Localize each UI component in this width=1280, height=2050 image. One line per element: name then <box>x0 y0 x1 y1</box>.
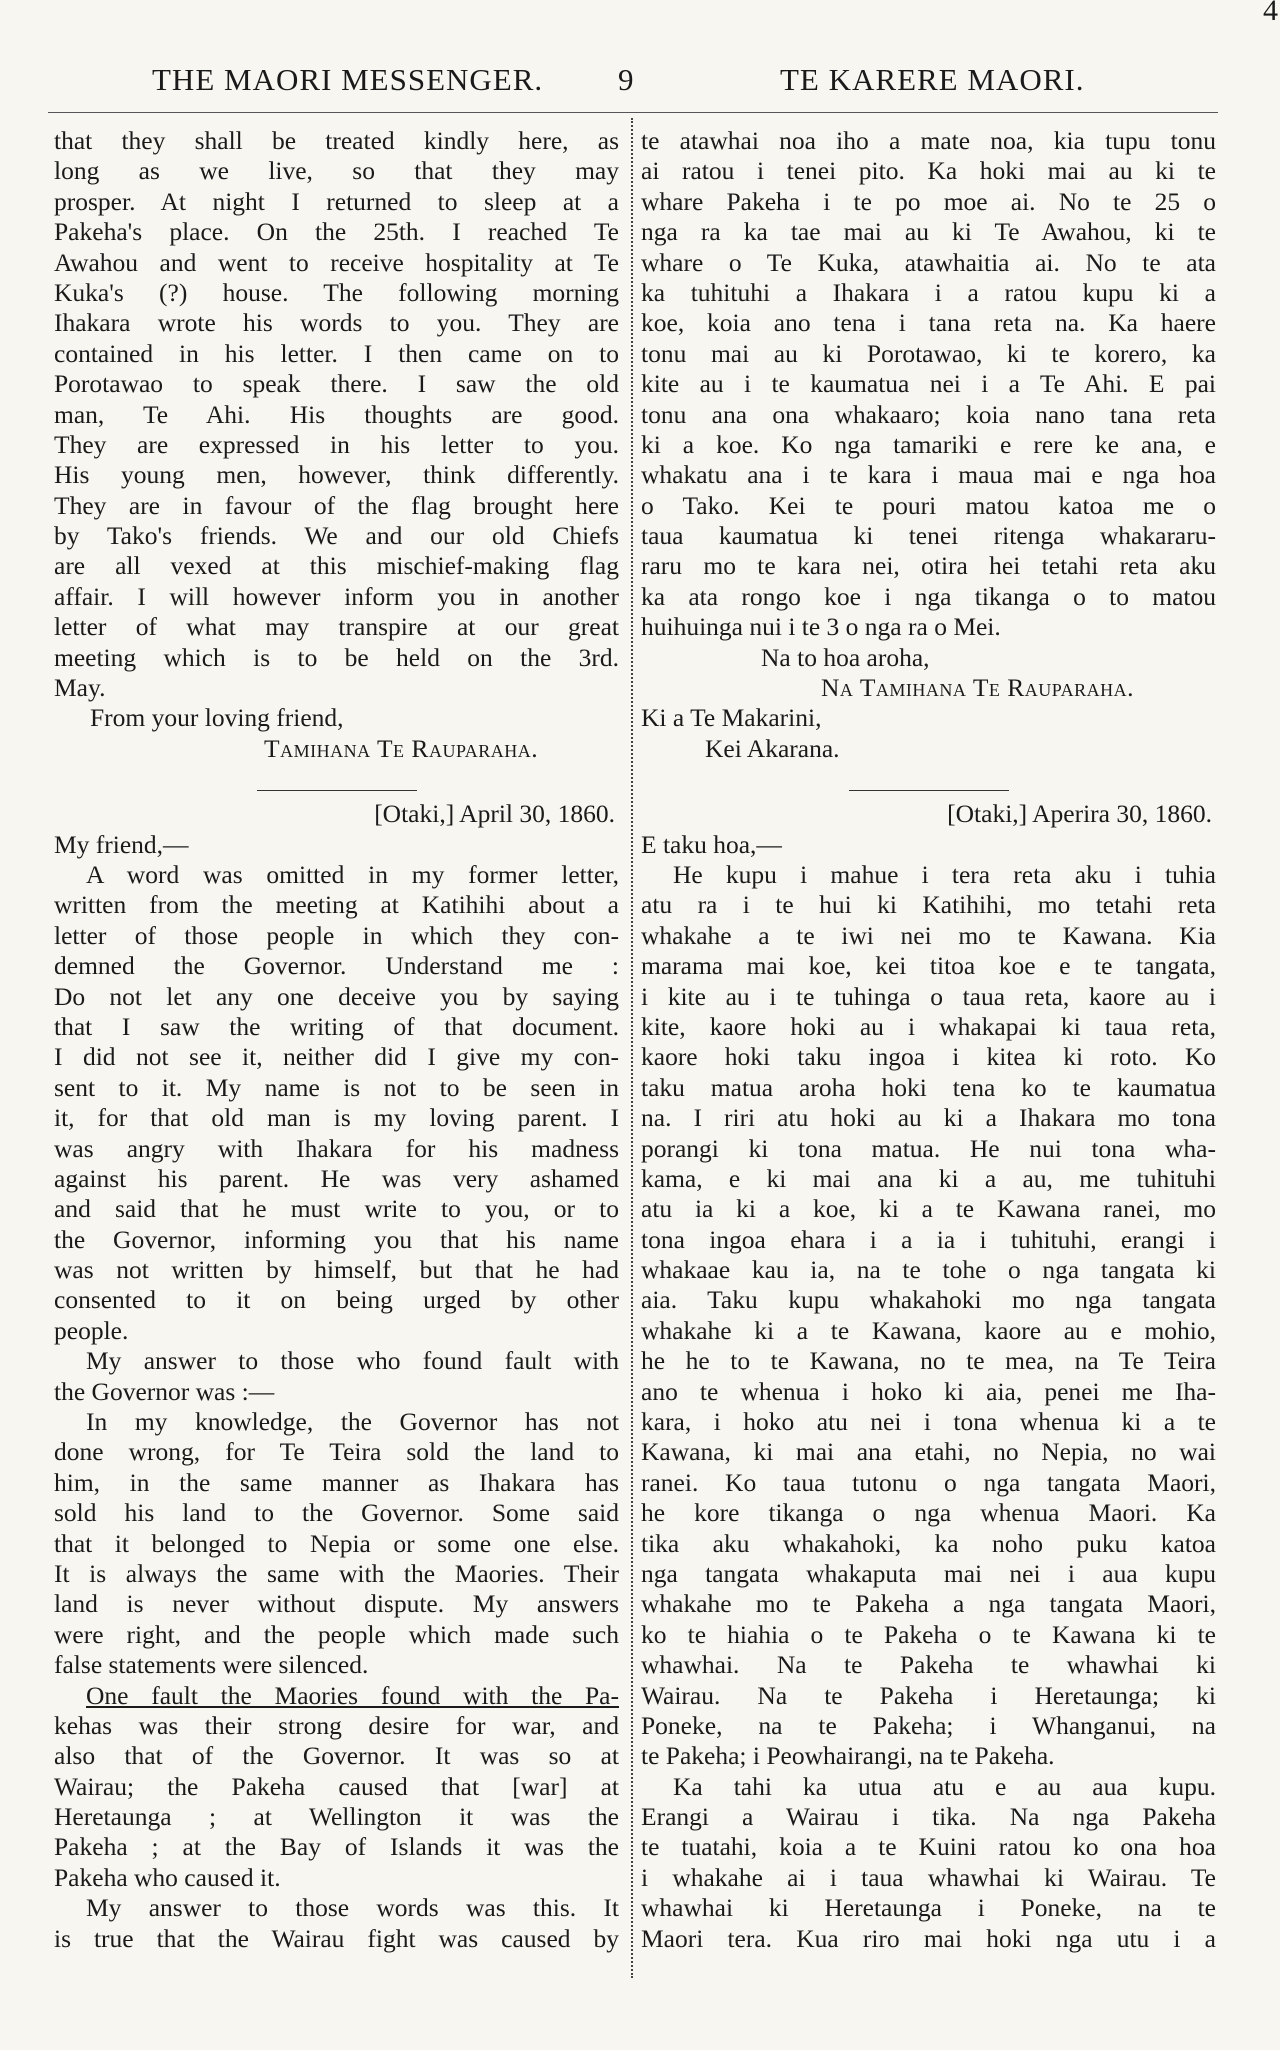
text-line: whawhai. Na te Pakeha te whawhai ki <box>641 1650 1216 1680</box>
text-line: prosper. At night I returned to sleep at a <box>54 186 619 216</box>
text-line: My answer to those words was this. It <box>86 1893 619 1923</box>
text-line: kite au i te kaumatua nei i a Te Ahi. E pai <box>641 369 1216 399</box>
text-line: o Tako. Kei te pouri matou katoa me o <box>641 490 1216 520</box>
text-line: letter of those people in which they con- <box>54 920 619 950</box>
text-line: Pakeha who caused it. <box>54 1862 281 1892</box>
paragraph-1 <box>54 860 619 1346</box>
text-line: tonu ana ona whakaaro; koia nano tana reta <box>641 399 1216 429</box>
text-line: and said that he must write to you, or to <box>54 1194 619 1224</box>
text-line: It is always the same with the Maories. Their <box>54 1558 619 1588</box>
text-line: They are in favour of the flag brought here <box>54 490 619 520</box>
text-line: ranei. Ko taua tutonu o nga tangata Maori, <box>641 1467 1216 1497</box>
text-line: huihuinga nui i te 3 o nga ra o Mei. <box>641 612 1001 642</box>
text-line: porangi ki tona matua. He nui tona wha- <box>641 1133 1216 1163</box>
text-line: against his parent. He was very ashamed <box>54 1163 619 1193</box>
text-line: whawhai ki Heretaunga i Poneke, na te <box>641 1893 1216 1923</box>
text-line: marama mai koe, kei titoa koe e te tangata, <box>641 951 1216 981</box>
text-line: kara, i hoko atu nei i tona whenua ki a te <box>641 1407 1216 1437</box>
text-line: affair. I will however inform you in another <box>54 581 619 611</box>
text-line: whakahe mo te Pakeha a nga tangata Maori, <box>641 1589 1216 1619</box>
text-line: whakatu ana i te kara i maua mai e nga hoa <box>641 460 1216 490</box>
text-line: ko te hiahia o te Pakeha o te Kawana ki te <box>641 1619 1216 1649</box>
text-line: tika aku whakahoki, ka noho puku katoa <box>641 1528 1216 1558</box>
text-line: false statements were silenced. <box>54 1650 369 1680</box>
header-title-maori: TE KARERE MAORI. <box>780 62 1085 97</box>
text-line: They are expressed in his letter to you. <box>54 429 619 459</box>
text-line: sent to it. My name is not to be seen in <box>54 1072 619 1102</box>
text-line: was angry with Ihakara for his madness <box>54 1133 619 1163</box>
text-line: i kite au i te tuhinga o taua reta, kaore au i <box>641 981 1216 1011</box>
text-line: was not written by himself, but that he had <box>54 1255 619 1285</box>
text-line: Maori tera. Kua riro mai hoki nga utu i a <box>641 1923 1216 1953</box>
paragraph-4 <box>54 1681 619 1894</box>
text-line: Awahou and went to receive hospitality at Te <box>54 247 619 277</box>
text-line: also that of the Governor. It was so at <box>54 1741 619 1771</box>
text-line: Porotawao to speak there. I saw the old <box>54 369 619 399</box>
letter1-signature: Tamihana Te Rauparaha. <box>264 733 539 763</box>
text-line: atu ra i te hui ki Katihihi, mo tetahi reta <box>641 890 1216 920</box>
text-line: him, in the same manner as Ihakara has <box>54 1467 619 1497</box>
text-line: His young men, however, think differently. <box>54 460 619 490</box>
text-line: by Tako's friends. We and our old Chiefs <box>54 521 619 551</box>
text-line: te tuatahi, koia a te Kuini ratou ko ona hoa <box>641 1832 1216 1862</box>
text-line: atu ia ki a koe, ki a te Kawana ranei, mo <box>641 1194 1216 1224</box>
text-line: long as we live, so that they may <box>54 156 619 186</box>
text-line: it, for that old man is my loving parent. I <box>54 1103 619 1133</box>
text-line: whakahe ki a te Kawana, kaore au e mohio, <box>641 1315 1216 1345</box>
text-line: consented to it on being urged by other <box>54 1285 619 1315</box>
text-line: demned the Governor. Understand me : <box>54 951 619 981</box>
letter1-closing: From your loving friend, <box>90 703 344 733</box>
text-line: Ihakara wrote his words to you. They are <box>54 308 619 338</box>
text-line: written from the meeting at Katihihi about a <box>54 890 619 920</box>
text-line: He kupu i mahue i tera reta aku i tuhia <box>673 859 1216 889</box>
text-line: May. <box>54 673 106 703</box>
maori-column <box>641 126 1216 1954</box>
header-title-english: THE MAORI MESSENGER. <box>152 62 544 97</box>
text-line: na. I riri atu hoki au ki a Ihakara mo tona <box>641 1103 1216 1133</box>
text-line: kite, kaore hoki au i whakapai ki taua reta, <box>641 1011 1216 1041</box>
text-line: sold his land to the Governor. Some said <box>54 1498 619 1528</box>
text-line: Pakeha ; at the Bay of Islands it was the <box>54 1832 619 1862</box>
text-line: land is never without dispute. My answers <box>54 1589 619 1619</box>
letter-separator-maori <box>849 790 1009 791</box>
letter1-address: Kei Akarana. <box>705 733 840 763</box>
letter2-date-maori: [Otaki,] Aperira 30, 1860. <box>947 799 1212 829</box>
text-line: te Pakeha; i Peowhairangi, na te Pakeha. <box>641 1741 1055 1771</box>
letter1-addressee: Ki a Te Makarini, <box>641 703 822 733</box>
paragraph-2-maori <box>641 1772 1216 1954</box>
text-line: he kore tikanga o nga whenua Maori. Ka <box>641 1498 1216 1528</box>
text-line: whare Pakeha i te po moe ai. No te 25 o <box>641 186 1216 216</box>
text-line: man, Te Ahi. His thoughts are good. <box>54 399 619 429</box>
text-line: tona ingoa ehara i a ia i tuhituhi, erangi i <box>641 1224 1216 1254</box>
text-line: whakaae kau ia, na te tohe o nga tangata ki <box>641 1255 1216 1285</box>
page-number: 9 <box>618 62 635 97</box>
text-line: ano te whenua i hoko ki aia, penei me Iha- <box>641 1376 1216 1406</box>
text-line: taku matua aroha hoki tena ko te kaumatua <box>641 1072 1216 1102</box>
text-line: Wairau; the Pakeha caused that [war] at <box>54 1771 619 1801</box>
letter2-date: [Otaki,] April 30, 1860. <box>374 799 615 829</box>
text-line: the Governor, informing you that his name <box>54 1224 619 1254</box>
text-line: the Governor was :— <box>54 1376 275 1406</box>
text-line: raru mo te kara nei, otira hei tetahi reta aku <box>641 551 1216 581</box>
text-line: letter of what may transpire at our great <box>54 612 619 642</box>
text-line: Heretaunga ; at Wellington it was the <box>54 1802 619 1832</box>
text-line: Poneke, na te Pakeha; i Whanganui, na <box>641 1710 1216 1740</box>
text-line: te atawhai noa iho a mate noa, kia tupu tonu <box>641 126 1216 155</box>
text-line: that I saw the writing of that document. <box>54 1011 619 1041</box>
text-line: Ka tahi ka utua atu e au aua kupu. <box>673 1771 1216 1801</box>
letter1-closing-maori: Na to hoa aroha, <box>761 642 930 672</box>
text-line: Wairau. Na te Pakeha i Heretaunga; ki <box>641 1680 1216 1710</box>
text-line: taua kaumatua ki tenei ritenga whakararu- <box>641 521 1216 551</box>
text-line: he he to te Kawana, no te mea, na Te Teira <box>641 1346 1216 1376</box>
text-line: kaore hoki taku ingoa i kitea ki roto. Ko <box>641 1042 1216 1072</box>
letter1-signature-maori: Na Tamihana Te Rauparaha. <box>821 673 1135 703</box>
text-line: whare o Te Kuka, atawhaitia ai. No te ata <box>641 247 1216 277</box>
text-line: i whakahe ai i taua whawhai ki Wairau. Te <box>641 1862 1216 1892</box>
text-line: that they shall be treated kindly here, as <box>54 126 619 155</box>
text-line: My answer to those who found fault with <box>86 1346 619 1376</box>
page-header <box>140 62 1150 102</box>
text-line: were right, and the people which made such <box>54 1619 619 1649</box>
letter1-text-english <box>54 126 619 703</box>
text-line: Do not let any one deceive you by saying <box>54 981 619 1011</box>
text-line: aia. Taku kupu whakahoki mo nga tangata <box>641 1285 1216 1315</box>
text-line: I did not see it, neither did I give my con- <box>54 1042 619 1072</box>
paragraph-3 <box>54 1407 619 1681</box>
text-line: A word was omitted in my former letter, <box>86 859 619 889</box>
text-line: ka ata rongo koe i nga tikanga o to matou <box>641 581 1216 611</box>
text-line: meeting which is to be held on the 3rd. <box>54 642 619 672</box>
text-line: Kawana, ki mai ana etahi, no Nepia, no wai <box>641 1437 1216 1467</box>
text-line: koe, koia ano tena i tana reta na. Ka haere <box>641 308 1216 338</box>
text-line: kehas was their strong desire for war, and <box>54 1710 619 1740</box>
text-line: In my knowledge, the Governor has not <box>86 1407 619 1437</box>
text-line: One fault the Maories found with the Pa- <box>86 1680 619 1710</box>
text-line: Erangi a Wairau i tika. Na nga Pakeha <box>641 1802 1216 1832</box>
column-divider <box>631 118 633 1978</box>
header-rule <box>48 112 1218 113</box>
text-line: Kuka's (?) house. The following morning <box>54 277 619 307</box>
english-column <box>54 126 619 1954</box>
corner-mark: 4 <box>1263 0 1278 27</box>
letter1-text-maori <box>641 126 1216 643</box>
text-line: nga ra ka tae mai au ki Te Awahou, ki te <box>641 217 1216 247</box>
text-line: kama, e ki mai ana ki a au, me tuhituhi <box>641 1163 1216 1193</box>
text-line: whakahe a te iwi nei mo te Kawana. Kia <box>641 920 1216 950</box>
text-line: Pakeha's place. On the 25th. I reached Te <box>54 217 619 247</box>
text-line: done wrong, for Te Teira sold the land to <box>54 1437 619 1467</box>
text-line: nga tangata whakaputa mai nei i aua kupu <box>641 1558 1216 1588</box>
text-line: ki a koe. Ko nga tamariki e rere ke ana, e <box>641 429 1216 459</box>
paragraph-1-maori <box>641 860 1216 1772</box>
paragraph-2 <box>54 1346 619 1407</box>
text-line: is true that the Wairau fight was caused by <box>54 1923 619 1953</box>
text-line: ai ratou i tenei pito. Ka hoki mai au ki te <box>641 156 1216 186</box>
text-line: tonu mai au ki Porotawao, ki te korero, ka <box>641 338 1216 368</box>
letter2-salutation-maori: E taku hoa,— <box>641 829 782 859</box>
letter-separator <box>257 790 417 791</box>
text-line: are all vexed at this mischief-making flag <box>54 551 619 581</box>
text-line: contained in his letter. I then came on to <box>54 338 619 368</box>
text-line: that it belonged to Nepia or some one else. <box>54 1528 619 1558</box>
letter2-salutation: My friend,— <box>54 829 189 859</box>
text-line: ka tuhituhi a Ihakara i a ratou kupu ki a <box>641 277 1216 307</box>
text-line: people. <box>54 1315 129 1345</box>
paragraph-5 <box>54 1893 619 1954</box>
